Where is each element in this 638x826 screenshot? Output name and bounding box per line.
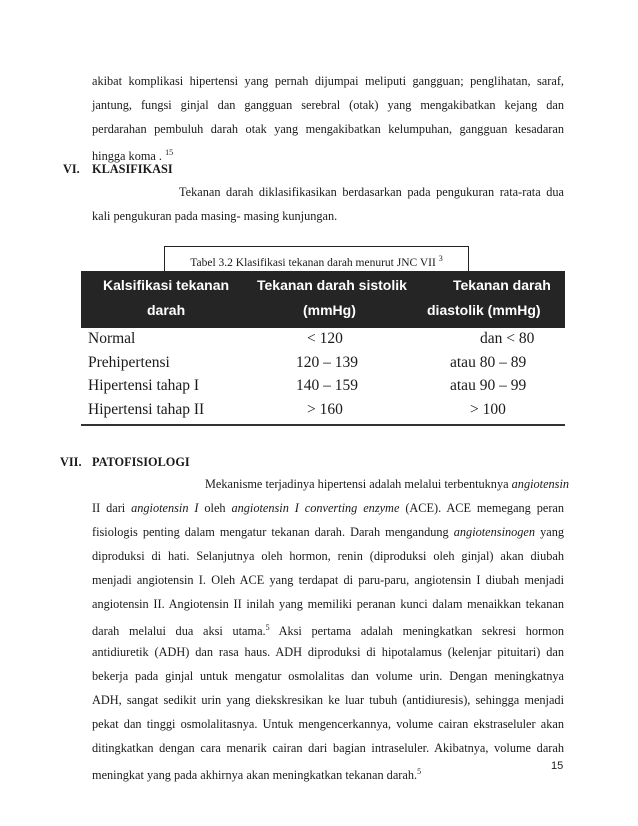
cell-diastolik: atau 80 – 89 [450, 353, 527, 371]
sec7-l1-italic: angiotensin [511, 477, 570, 491]
sec7-line-1 [205, 476, 570, 492]
sec7-line-7 [92, 620, 564, 639]
cell-klasifikasi: Hipertensi tahap II [88, 400, 205, 418]
sec7-line-12: ditingkatkan dengan cara menarik cairan dari bagian intraseluler. Akibatnya, volume darah [92, 741, 564, 755]
intro-line-2: jantung, fungsi ginjal dan gangguan serebral (otak) yang mengakibatkan kejang dan [92, 98, 564, 112]
header-col2-line2: (mmHg) [303, 302, 356, 318]
sec7-line-3 [92, 524, 564, 540]
page-number: 15 [551, 760, 564, 772]
sec7-l2-d: angiotensin I converting enzyme [231, 501, 400, 515]
table-row [81, 375, 565, 399]
sec7-l3-b: angiotensinogen [453, 525, 536, 539]
intro-line-4-text: hingga koma . [92, 149, 163, 164]
sec7-l2-b: angiotensin I [131, 501, 199, 515]
sec7-line-9: bekerja pada ginjal untuk mengatur osmolalitas dan volume urin. Dengan meningkatnya [92, 669, 564, 683]
cell-diastolik: atau 90 – 99 [450, 377, 527, 394]
cell-diastolik: > 100 [470, 400, 506, 418]
header-col1-line1: Kalsifikasi tekanan [103, 277, 230, 293]
intro-line-3: perdarahan pembuluh darah otak yang mengakibatkan kelumpuhan, gangguan kesadaran [92, 122, 564, 136]
sec7-line-6: angiotensin II. Angiotensin II inilah yang memiliki peranan kunci dalam menaikkan tekanan [92, 597, 564, 611]
table-bottom-rule [81, 424, 565, 426]
sec7-l2-c: oleh [204, 501, 226, 515]
table-caption-text: Tabel 3.2 Klasifikasi tekanan darah menurut JNC VII [190, 256, 436, 269]
section-7-number: VII. [60, 455, 82, 469]
sec7-l13-ref: 5 [417, 767, 422, 776]
section-6-title: KLASIFIKASI [92, 162, 173, 176]
sec7-l3-c: yang [540, 525, 565, 539]
intro-line-1: akibat komplikasi hipertensi yang pernah dijumpai meliputi gangguan; penglihatan, saraf, [92, 74, 564, 88]
classification-table [81, 271, 565, 422]
table-row [81, 399, 565, 423]
sec7-l3-a: fisiologis penting dalam mengatur tekanan darah. Darah mengandung [92, 525, 449, 539]
cell-diastolik: dan < 80 [480, 330, 535, 347]
sec7-line-2 [92, 500, 564, 516]
header-col2-line1: Tekanan darah sistolik [257, 277, 407, 293]
section-7-title: PATOFISIOLOGI [92, 455, 190, 469]
table-caption-ref: 3 [438, 254, 443, 263]
table-caption [164, 246, 469, 272]
intro-ref: 15 [165, 148, 174, 157]
sec7-line-5: menjadi angiotensin I. Oleh ACE yang terdapat di paru-paru, angiotensin I diubah menjadi [92, 573, 564, 587]
sec6-line-2: kali pengukuran pada masing- masing kunjungan. [92, 209, 338, 223]
sec7-line-8: antidiuretik (ADH) dan rasa haus. ADH diproduksi di hipotalamus (kelenjar pituitari) dan [92, 645, 564, 659]
cell-klasifikasi: Normal [88, 330, 136, 347]
sec6-line-1: Tekanan darah diklasifikasikan berdasarkan pada pengukuran rata-rata dua [179, 185, 564, 199]
sec7-line-4: diproduksi di hati. Selanjutnya oleh hormon, renin (diproduksi oleh ginjal) akan diubah [92, 549, 564, 563]
sec7-l13-text: meningkat yang pada akhirnya akan meningkatkan tekanan darah. [92, 768, 418, 783]
sec7-l7-ref: 5 [265, 623, 270, 632]
sec7-l1-text: Mekanisme terjadinya hipertensi adalah melalui terbentuknya [205, 477, 509, 491]
header-col3-line2: diastolik (mmHg) [427, 302, 541, 318]
table-row [81, 328, 565, 352]
sec7-l7-b: Aksi pertama adalah meningkatkan sekresi hormon [269, 624, 565, 639]
cell-klasifikasi: Hipertensi tahap I [88, 377, 200, 394]
table-row [81, 352, 565, 376]
sec7-l2-a: II dari [92, 501, 126, 515]
sec7-l2-e: (ACE). ACE memegang peran [405, 501, 565, 515]
sec7-l7-a: darah melalui dua aksi utama. [92, 624, 266, 639]
sec7-line-13 [92, 764, 564, 783]
sec7-line-11: pekat dan tinggi osmolalitasnya. Untuk mengencerkannya, volume cairan ekstraseluler akan [92, 717, 564, 731]
header-col1-line2: darah [147, 302, 186, 318]
cell-sistolik: 120 – 139 [296, 353, 358, 371]
cell-sistolik: < 120 [307, 330, 343, 347]
sec7-line-10: ADH, sangat sedikit urin yang diekskresikan ke luar tubuh (antidiuresis), sehingga menjadi [92, 693, 564, 707]
cell-sistolik: > 160 [307, 400, 343, 418]
table-header [81, 271, 565, 328]
section-6-number: VI. [63, 162, 80, 176]
cell-klasifikasi: Prehipertensi [88, 353, 170, 371]
header-col3-line1: Tekanan darah [453, 277, 551, 293]
cell-sistolik: 140 – 159 [296, 377, 358, 394]
